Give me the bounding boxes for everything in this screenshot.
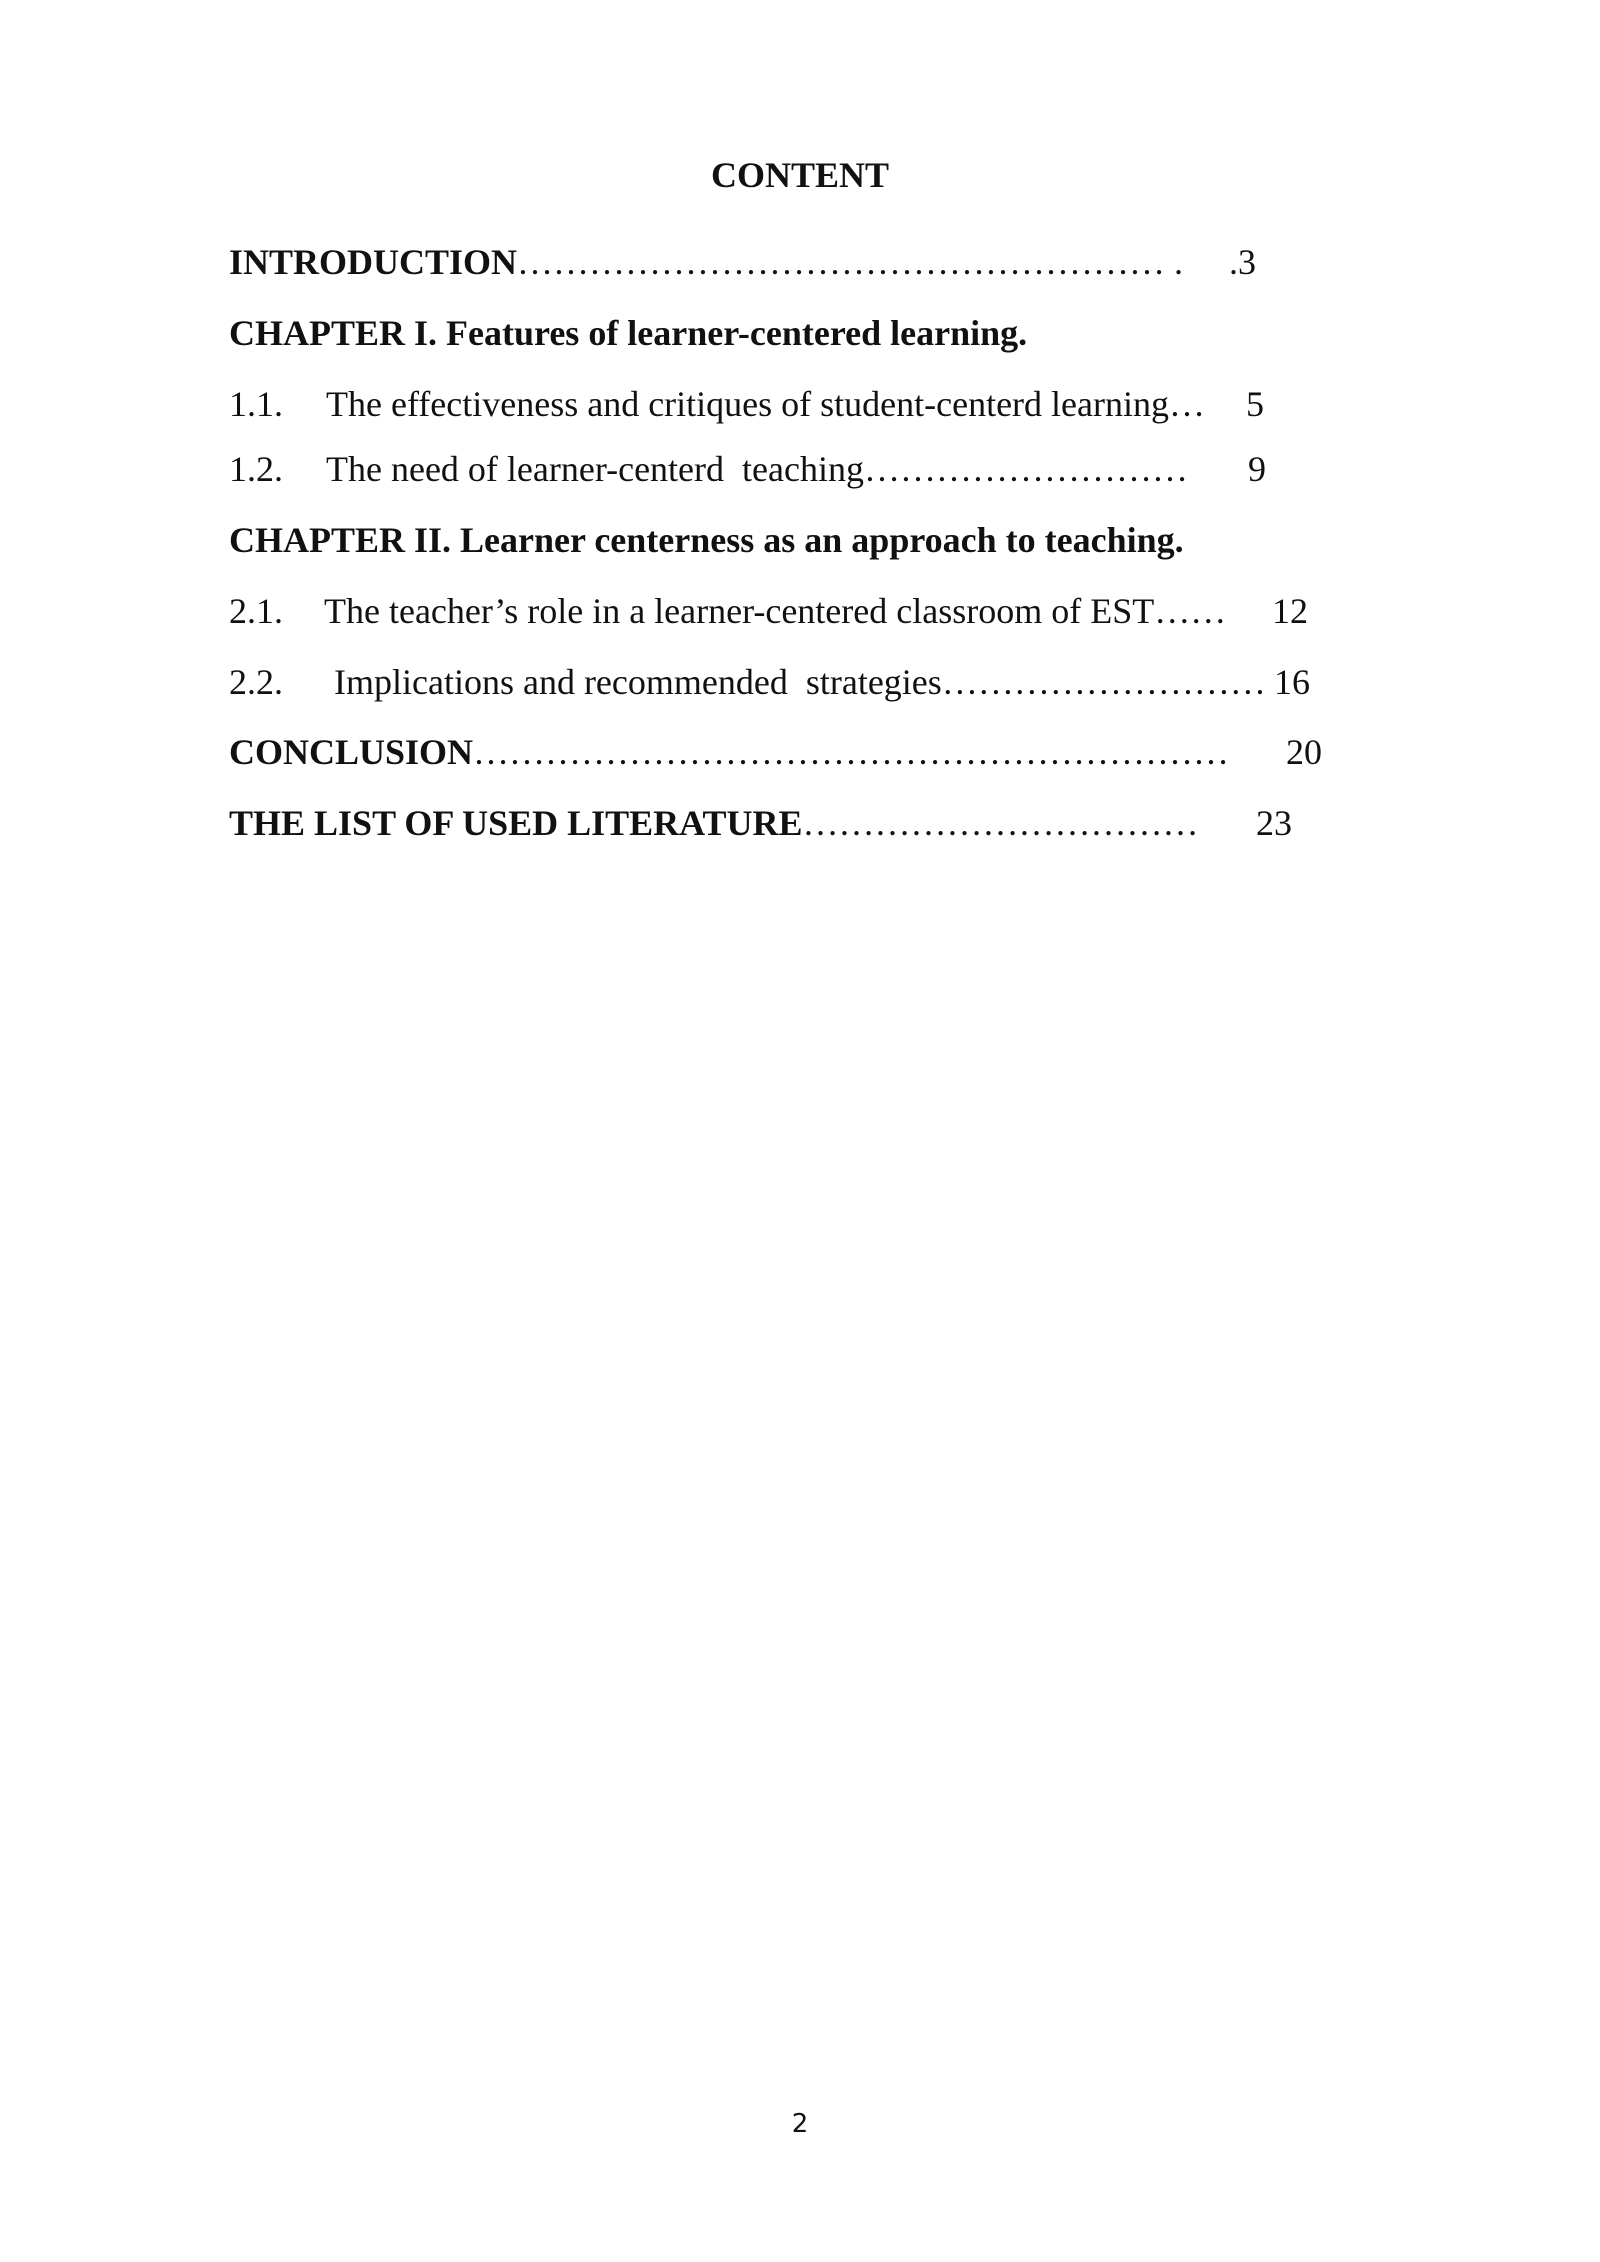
footer-page-number: 2	[791, 2109, 809, 2139]
toc-entry-1-2	[229, 445, 1266, 493]
toc-entry-introduction	[229, 238, 1256, 286]
dot-leader: ……………………………………………… .	[517, 242, 1184, 282]
page-title: CONTENT	[710, 155, 890, 195]
toc-page-number: 9	[1248, 449, 1266, 489]
toc-page-number: 20	[1286, 732, 1322, 772]
toc-label: The teacher’s role in a learner-centered classroom of EST	[324, 591, 1155, 631]
toc-label: The effectiveness and critiques of student-centerd learning	[326, 384, 1169, 424]
toc-label: CONCLUSION	[229, 732, 474, 772]
toc-label: INTRODUCTION	[229, 242, 518, 282]
toc-entry-conclusion	[229, 728, 1322, 776]
toc-page-number: 12	[1272, 591, 1308, 631]
dot-leader: ……………………………	[802, 803, 1199, 843]
toc-label: THE LIST OF USED LITERATURE	[229, 803, 803, 843]
toc-chapter-1-heading	[229, 309, 1027, 357]
toc-section-number: 1.1.	[229, 384, 283, 424]
toc-page-number: .3	[1229, 242, 1256, 282]
toc-section-number: 2.2.	[229, 662, 283, 702]
toc-section-number: 2.1.	[229, 591, 283, 631]
toc-entry-literature	[229, 799, 1292, 847]
dot-leader: ………………………	[863, 449, 1188, 489]
toc-page-number: 5	[1246, 384, 1264, 424]
toc-page-number: 23	[1256, 803, 1292, 843]
toc-chapter-2-heading	[229, 516, 1184, 564]
dot-leader: ………………………………………………………	[473, 732, 1230, 772]
dot-leader: ………………………	[941, 662, 1266, 702]
toc-page-number: 16	[1274, 662, 1310, 702]
toc-label: CHAPTER II. Learner centerness as an approach to teaching.	[229, 520, 1184, 560]
toc-label: CHAPTER I. Features of learner-centered learning.	[229, 313, 1028, 353]
toc-label: The need of learner-centerd teaching	[326, 449, 864, 489]
toc-entry-1-1	[229, 380, 1264, 428]
dot-leader: …	[1169, 384, 1205, 424]
toc-entry-2-2	[229, 658, 1310, 706]
toc-label: Implications and recommended strategies	[334, 662, 942, 702]
dot-leader: ……	[1154, 591, 1227, 631]
toc-section-number: 1.2.	[229, 449, 283, 489]
toc-entry-2-1	[229, 587, 1308, 635]
